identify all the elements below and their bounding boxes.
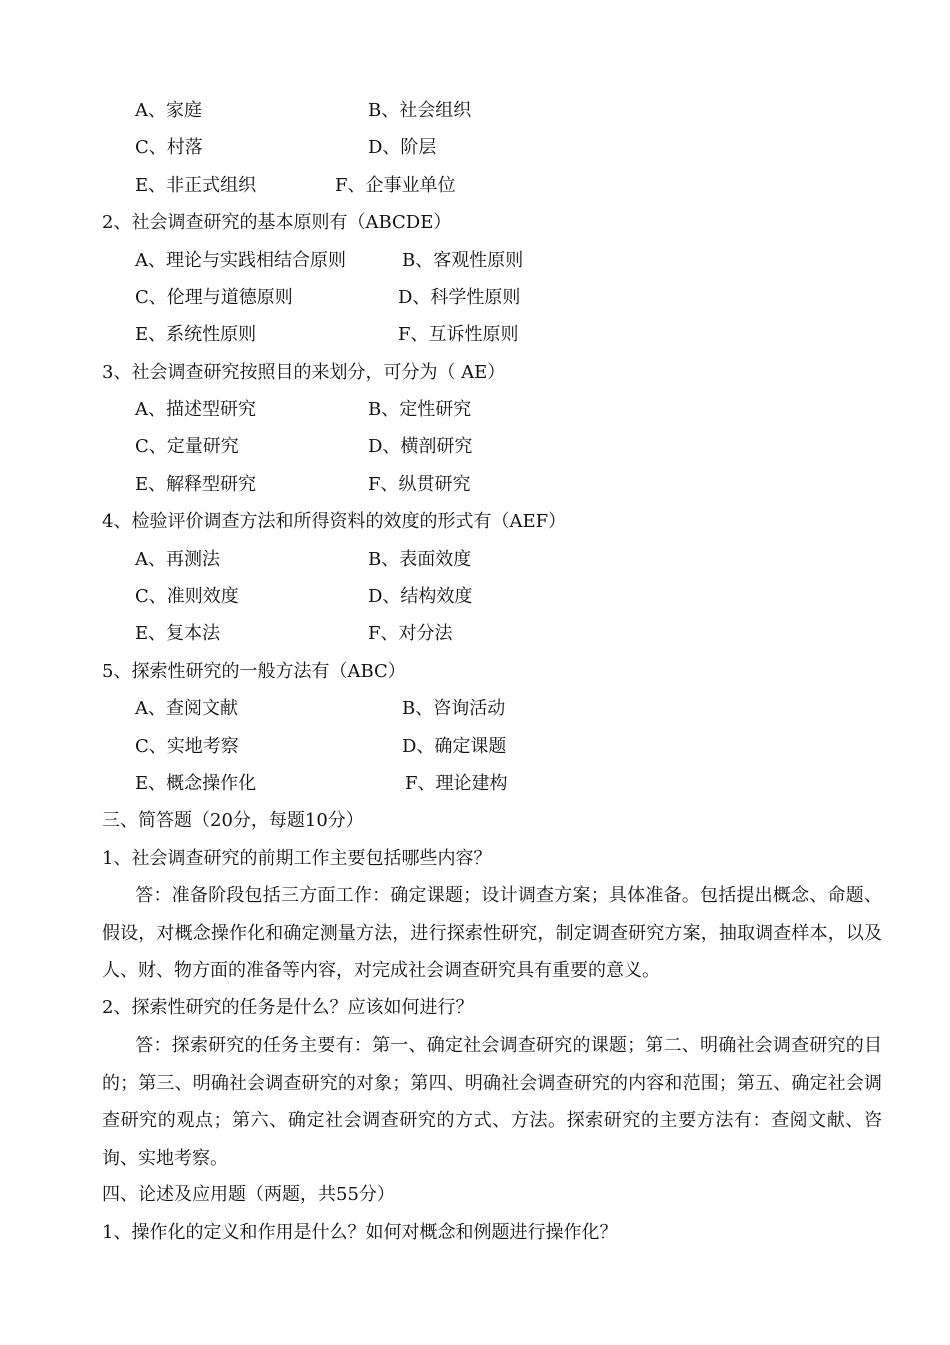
q1-option-f: F、企事业单位 — [335, 175, 456, 196]
q1-option-c: C、村落 — [135, 137, 203, 158]
q1-option-d: D、阶层 — [368, 137, 437, 158]
q1-option-b: B、社会组织 — [368, 100, 472, 121]
q5-option-a: A、查阅文献 — [135, 698, 238, 719]
section-4-heading: 四、论述及应用题（两题，共55分） — [102, 1184, 395, 1205]
q4-option-f: F、对分法 — [368, 623, 453, 644]
section-4-question-1: 1、操作化的定义和作用是什么？如何对概念和例题进行操作化？ — [102, 1222, 618, 1243]
section-3-heading: 三、简答题（20分，每题10分） — [102, 810, 364, 831]
q4-option-a: A、再测法 — [135, 549, 220, 570]
question-3: 3、社会调查研究按照目的来划分，可分为（ AE） — [102, 362, 506, 383]
q4-option-b: B、表面效度 — [368, 549, 472, 570]
q4-option-e: E、复本法 — [135, 623, 221, 644]
question-2: 2、社会调查研究的基本原则有（ABCDE） — [102, 212, 452, 233]
q2-option-c: C、伦理与道德原则 — [135, 287, 293, 308]
q2-option-b: B、客观性原则 — [402, 250, 524, 271]
section-3-answer-1-text: 答：准备阶段包括三方面工作：确定课题；设计调查方案；具体准备。包括提出概念、命题、假设，对概念操作化和确定测量方法，进行探索性研究，制定调查研究方案，抽取调查样本，以及人、财、物方面的准备等内容，对完成社会调查研究具有重要的意义。 — [102, 885, 882, 981]
q3-option-f: F、纵贯研究 — [368, 474, 471, 495]
q3-option-d: D、横剖研究 — [368, 436, 473, 457]
q2-option-a: A、理论与实践相结合原则 — [135, 250, 346, 271]
q5-option-c: C、实地考察 — [135, 736, 239, 757]
q4-option-d: D、结构效度 — [368, 586, 473, 607]
section-3-question-2: 2、探索性研究的任务是什么？应该如何进行？ — [102, 997, 474, 1018]
q2-option-d: D、科学性原则 — [398, 287, 521, 308]
q5-option-e: E、概念操作化 — [135, 773, 257, 794]
q3-option-c: C、定量研究 — [135, 436, 239, 457]
section-3-answer-1 — [102, 877, 882, 990]
q3-option-e: E、解释型研究 — [135, 474, 257, 495]
q3-option-b: B、定性研究 — [368, 399, 472, 420]
section-3-question-1: 1、社会调查研究的前期工作主要包括哪些内容？ — [102, 848, 492, 869]
q1-option-a: A、家庭 — [135, 100, 202, 121]
q5-option-b: B、咨询活动 — [402, 698, 506, 719]
question-5: 5、探索性研究的一般方法有（ABC） — [102, 661, 406, 682]
q5-option-f: F、理论建构 — [405, 773, 508, 794]
q4-option-c: C、准则效度 — [135, 586, 239, 607]
q1-option-e: E、非正式组织 — [135, 175, 257, 196]
q5-option-d: D、确定课题 — [402, 736, 507, 757]
section-3-answer-2 — [102, 1027, 882, 1177]
q2-option-f: F、互诉性原则 — [398, 324, 519, 345]
q2-option-e: E、系统性原则 — [135, 324, 257, 345]
section-3-answer-2-text: 答：探索研究的任务主要有：第一、确定社会调查研究的课题；第二、明确社会调查研究的目的；第三、明确社会调查研究的对象；第四、明确社会调查研究的内容和范围；第五、确定社会调查研究的观点；第六、确定社会调查研究的方式、方法。探索研究的主要方法有：查阅文献、咨询、实地考察。 — [102, 1035, 882, 1169]
question-4: 4、检验评价调查方法和所得资料的效度的形式有（AEF） — [102, 511, 567, 532]
q3-option-a: A、描述型研究 — [135, 399, 256, 420]
